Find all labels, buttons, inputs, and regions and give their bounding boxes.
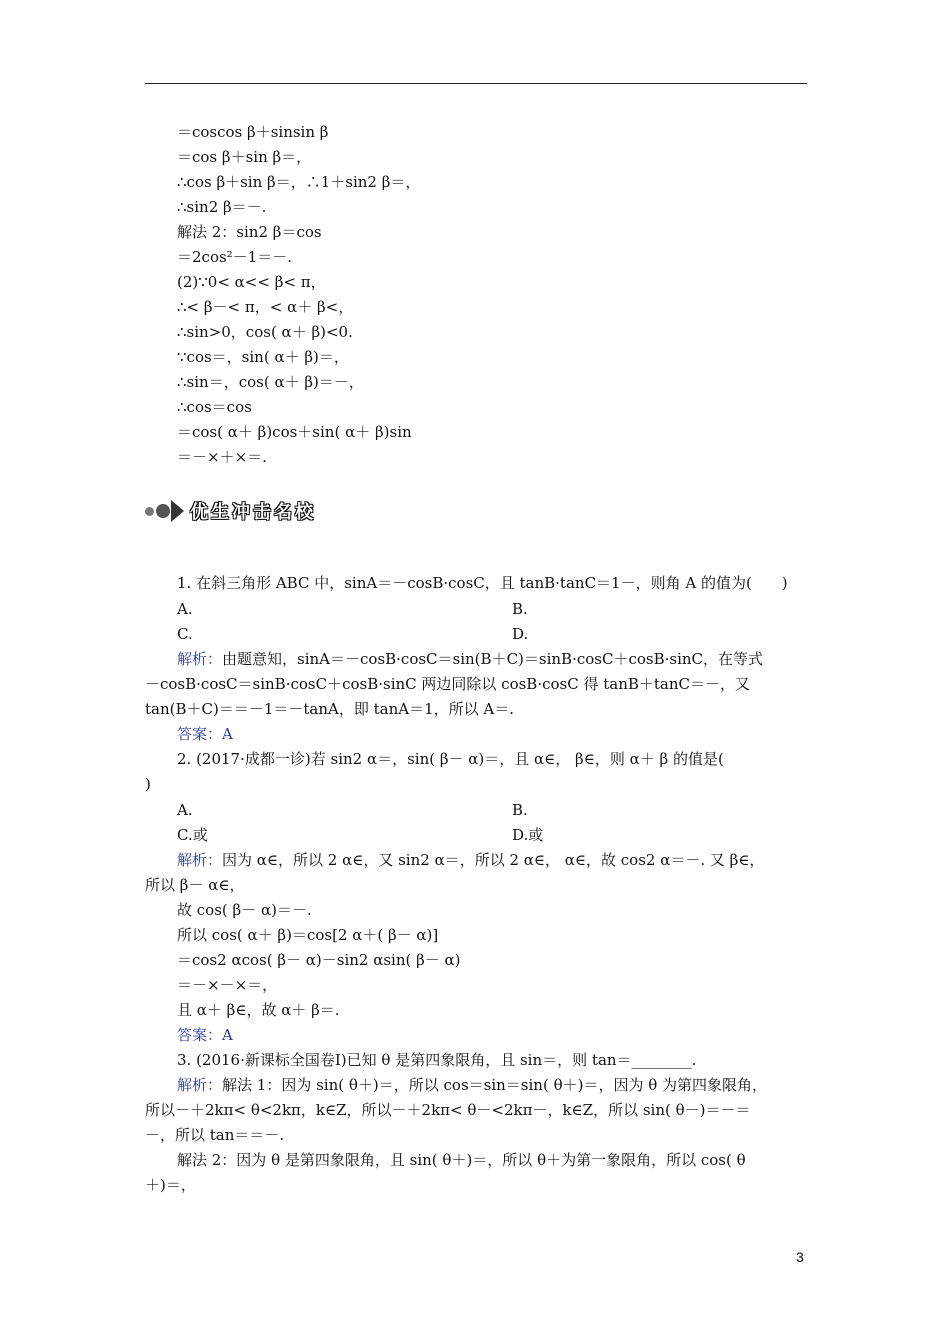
q1-answer: 答案：A bbox=[177, 725, 233, 743]
text-line: ∴cos＝cos bbox=[177, 398, 252, 416]
analysis-text: 由题意知，sinA＝－cosB·cosC＝sin(B＋C)＝sinB·cosC＋cosB·sinC，在等式 bbox=[222, 650, 763, 668]
text-line: ＝cos( α＋ β)cos＋sin( α＋ β)sin bbox=[177, 423, 412, 441]
header-rule bbox=[145, 83, 807, 84]
text-line: ∴< β－< π，< α＋ β<， bbox=[177, 298, 354, 316]
analysis-text: 因为 α∈，所以 2 α∈，又 sin2 α＝，所以 2 α∈， α∈，故 cos2 α＝－. 又 β∈， bbox=[222, 851, 765, 869]
q2-option-b: B. bbox=[512, 801, 528, 819]
q1-option-a: A. bbox=[177, 600, 193, 618]
text-line: ＝2cos²－1＝－. bbox=[177, 248, 292, 266]
q1-option-d: D. bbox=[512, 625, 529, 643]
analysis-label: 解析： bbox=[177, 851, 223, 869]
text-line: ∴sin>0，cos( α＋ β)<0. bbox=[177, 323, 353, 341]
q3-analysis-line: 解法 2：因为 θ 是第四象限角，且 sin( θ＋)＝，所以 θ＋为第一象限角，所以 cos( θ bbox=[177, 1151, 746, 1169]
q2-answer: 答案：A bbox=[177, 1026, 233, 1044]
text-line: ∴sin＝，cos( α＋ β)＝－， bbox=[177, 373, 364, 391]
text-line: ∵cos＝，sin( α＋ β)＝， bbox=[177, 348, 349, 366]
q2-analysis-line: 故 cos( β－ α)＝－. bbox=[177, 901, 312, 919]
text-line: ＝cos β＋sin β＝， bbox=[177, 148, 312, 166]
text-line: 解法 2：sin2 β＝cos bbox=[177, 223, 322, 241]
q2-analysis-line: 所以 cos( α＋ β)＝cos[2 α＋( β－ α)] bbox=[177, 926, 439, 944]
question-2-stem-cont: ) bbox=[145, 775, 151, 793]
q2-option-c: C.或 bbox=[177, 826, 208, 844]
q2-analysis-line: ＝cos2 αcos( β－ α)－sin2 αsin( β－ α) bbox=[177, 951, 461, 969]
q2-option-a: A. bbox=[177, 801, 193, 819]
section-title: 优生冲击名校 bbox=[190, 502, 316, 523]
q3-analysis bbox=[177, 1075, 767, 1095]
text-line: ∴sin2 β＝－. bbox=[177, 198, 267, 216]
page-number: 3 bbox=[796, 1249, 804, 1265]
q2-analysis-line: 所以 β－ α∈， bbox=[145, 876, 245, 894]
q2-analysis-line: ＝－×－×＝， bbox=[177, 976, 278, 994]
text-line: ＝－×＋×＝. bbox=[177, 448, 267, 466]
analysis-label: 解析： bbox=[177, 650, 223, 668]
bullet-dot-icon bbox=[145, 507, 154, 516]
q1-option-b: B. bbox=[512, 600, 528, 618]
analysis-text: 解法 1：因为 sin( θ＋)＝，所以 cos＝sin＝sin( θ＋)＝，因为 θ 为第四象限角， bbox=[222, 1076, 768, 1094]
q2-analysis-line: 且 α＋ β∈，故 α＋ β＝. bbox=[177, 1001, 340, 1019]
q3-analysis-line: ＋)＝， bbox=[145, 1176, 196, 1194]
text-line: ∴cos β＋sin β＝，∴1＋sin2 β＝， bbox=[177, 173, 421, 191]
q1-analysis-line: tan(B＋C)＝＝－1＝－tanA，即 tanA＝1，所以 A＝. bbox=[145, 700, 514, 718]
bullet-dot-icon bbox=[156, 504, 170, 518]
question-1-stem: 1. 在斜三角形 ABC 中，sinA＝－cosB·cosC，且 tanB·tanC＝1－，则角 A 的值为( ) bbox=[177, 574, 788, 592]
q2-analysis bbox=[177, 850, 764, 870]
text-line: (2)∵0< α<< β< π， bbox=[177, 273, 326, 291]
analysis-label: 解析： bbox=[177, 1076, 223, 1094]
q1-analysis-line: －cosB·cosC＝sinB·cosC＋cosB·sinC 两边同除以 cosB·cosC 得 tanB＋tanC＝－，又 bbox=[145, 675, 750, 693]
q3-analysis-line: －，所以 tan＝＝－. bbox=[145, 1126, 285, 1144]
q1-option-c: C. bbox=[177, 625, 193, 643]
arrow-right-icon bbox=[171, 500, 184, 522]
q2-option-d: D.或 bbox=[512, 826, 544, 844]
question-3-stem: 3. (2016·新课标全国卷Ⅰ)已知 θ 是第四象限角，且 sin＝，则 tan＝________. bbox=[177, 1051, 697, 1069]
q3-analysis-line: 所以－＋2kπ< θ<2kπ，k∈Z，所以－＋2kπ< θ－<2kπ－，k∈Z，所以 sin( θ－)＝－＝ bbox=[145, 1101, 751, 1119]
q1-analysis bbox=[177, 649, 763, 669]
section-header bbox=[145, 497, 316, 525]
question-2-stem: 2. (2017·成都一诊)若 sin2 α＝，sin( β－ α)＝，且 α∈， β∈，则 α＋ β 的值是( bbox=[177, 750, 724, 768]
text-line: ＝coscos β＋sinsin β bbox=[177, 123, 329, 141]
